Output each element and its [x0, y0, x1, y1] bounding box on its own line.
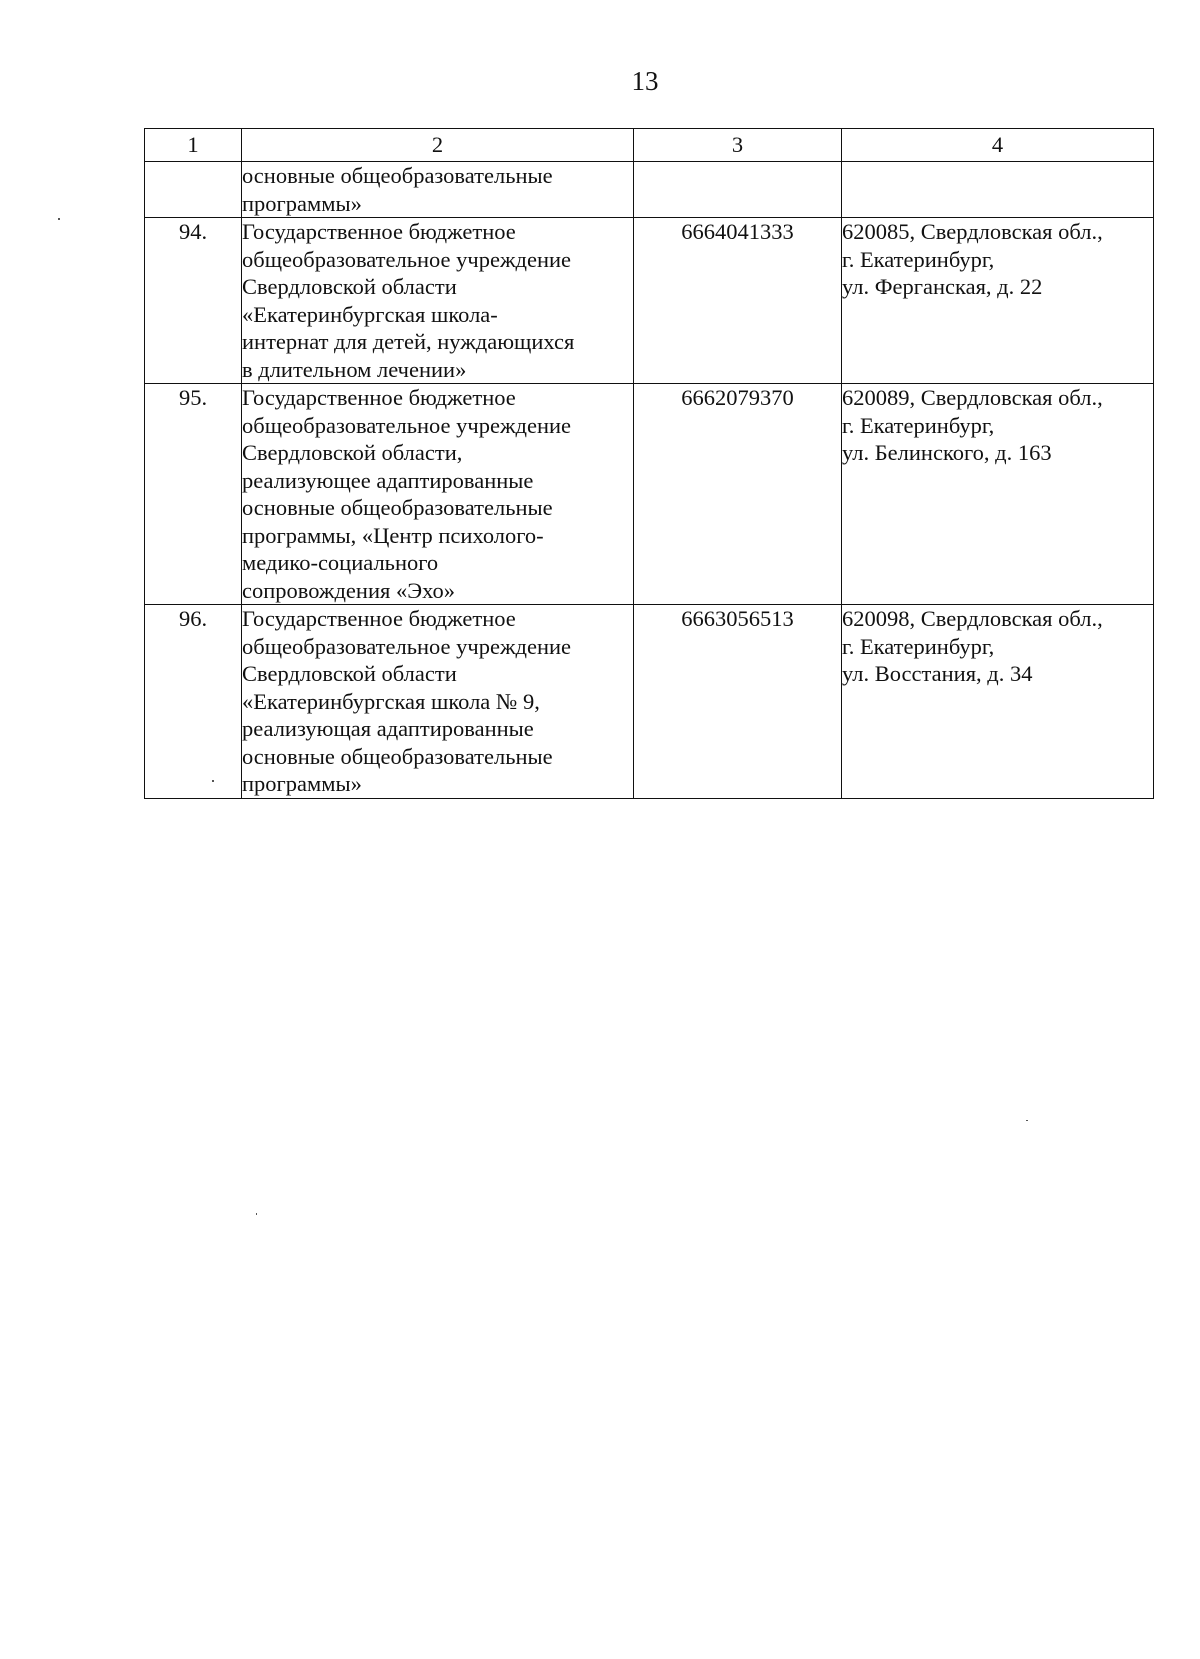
name-line: Государственное бюджетное — [242, 606, 516, 631]
address-line: ул. Ферганская, д. 22 — [842, 274, 1043, 299]
name-line: «Екатеринбургская школа № 9, — [242, 688, 540, 714]
continuation-name-cell — [242, 162, 634, 218]
name-line: основные общеобразовательные — [242, 495, 553, 520]
address-line: г. Екатеринбург, — [842, 633, 995, 659]
address-line: ул. Белинского, д. 163 — [842, 440, 1052, 465]
table-row — [145, 218, 1154, 384]
column-header-2: 2 — [242, 129, 634, 162]
name-line: общеобразовательное учреждение — [242, 412, 572, 438]
table-row — [145, 605, 1154, 799]
address-line: г. Екатеринбург, — [842, 412, 995, 438]
continuation-inn-cell — [634, 162, 842, 218]
name-line: реализующая адаптированные — [242, 716, 534, 741]
name-line: «Екатеринбургская школа- — [242, 301, 498, 327]
name-line: основные общеобразовательные — [242, 743, 553, 769]
organization-name-cell — [242, 218, 634, 384]
name-line: интернат для детей, нуждающихся — [242, 329, 575, 354]
row-number: 94. — [145, 218, 242, 384]
name-line: Государственное бюджетное — [242, 219, 516, 244]
address-line: 620085, Свердловская обл., — [842, 219, 1103, 244]
name-line: программы» — [242, 771, 362, 796]
column-header-4: 4 — [842, 129, 1154, 162]
organization-name-cell — [242, 605, 634, 799]
name-line: медико-социального — [242, 550, 439, 575]
name-line: Государственное бюджетное — [242, 385, 516, 410]
address-cell — [842, 218, 1154, 384]
table-header-row — [145, 129, 1154, 162]
name-line: программы, «Центр психолого- — [242, 522, 544, 548]
scan-speck — [1026, 1120, 1028, 1121]
row-number: 96. — [145, 605, 242, 799]
name-line: программы» — [242, 190, 362, 216]
scan-speck — [212, 780, 214, 782]
continuation-num-cell — [145, 162, 242, 218]
scan-speck — [58, 218, 60, 220]
name-line: в длительном лечении» — [242, 356, 467, 382]
name-line: Свердловской области, — [242, 440, 463, 465]
name-line: Свердловской области — [242, 661, 457, 686]
column-header-1: 1 — [145, 129, 242, 162]
address-line: ул. Восстания, д. 34 — [842, 661, 1033, 686]
column-header-3: 3 — [634, 129, 842, 162]
inn-cell: 6664041333 — [634, 218, 842, 384]
registry-table — [144, 128, 1154, 799]
continuation-row — [145, 162, 1154, 218]
inn-cell: 6662079370 — [634, 384, 842, 605]
table-row — [145, 384, 1154, 605]
name-line: реализующее адаптированные — [242, 467, 534, 493]
address-cell — [842, 384, 1154, 605]
address-cell — [842, 605, 1154, 799]
name-line: сопровождения «Эхо» — [242, 577, 455, 603]
scan-speck — [256, 1213, 257, 1215]
name-line: основные общеобразовательные — [242, 163, 553, 188]
organization-name-cell — [242, 384, 634, 605]
inn-cell: 6663056513 — [634, 605, 842, 799]
name-line: общеобразовательное учреждение — [242, 633, 572, 659]
address-line: 620098, Свердловская обл., — [842, 606, 1103, 631]
row-number: 95. — [145, 384, 242, 605]
page-number: 13 — [631, 66, 659, 96]
name-line: Свердловской области — [242, 274, 457, 299]
address-line: 620089, Свердловская обл., — [842, 385, 1103, 410]
continuation-address-cell — [842, 162, 1154, 218]
name-line: общеобразовательное учреждение — [242, 246, 572, 272]
address-line: г. Екатеринбург, — [842, 246, 995, 272]
